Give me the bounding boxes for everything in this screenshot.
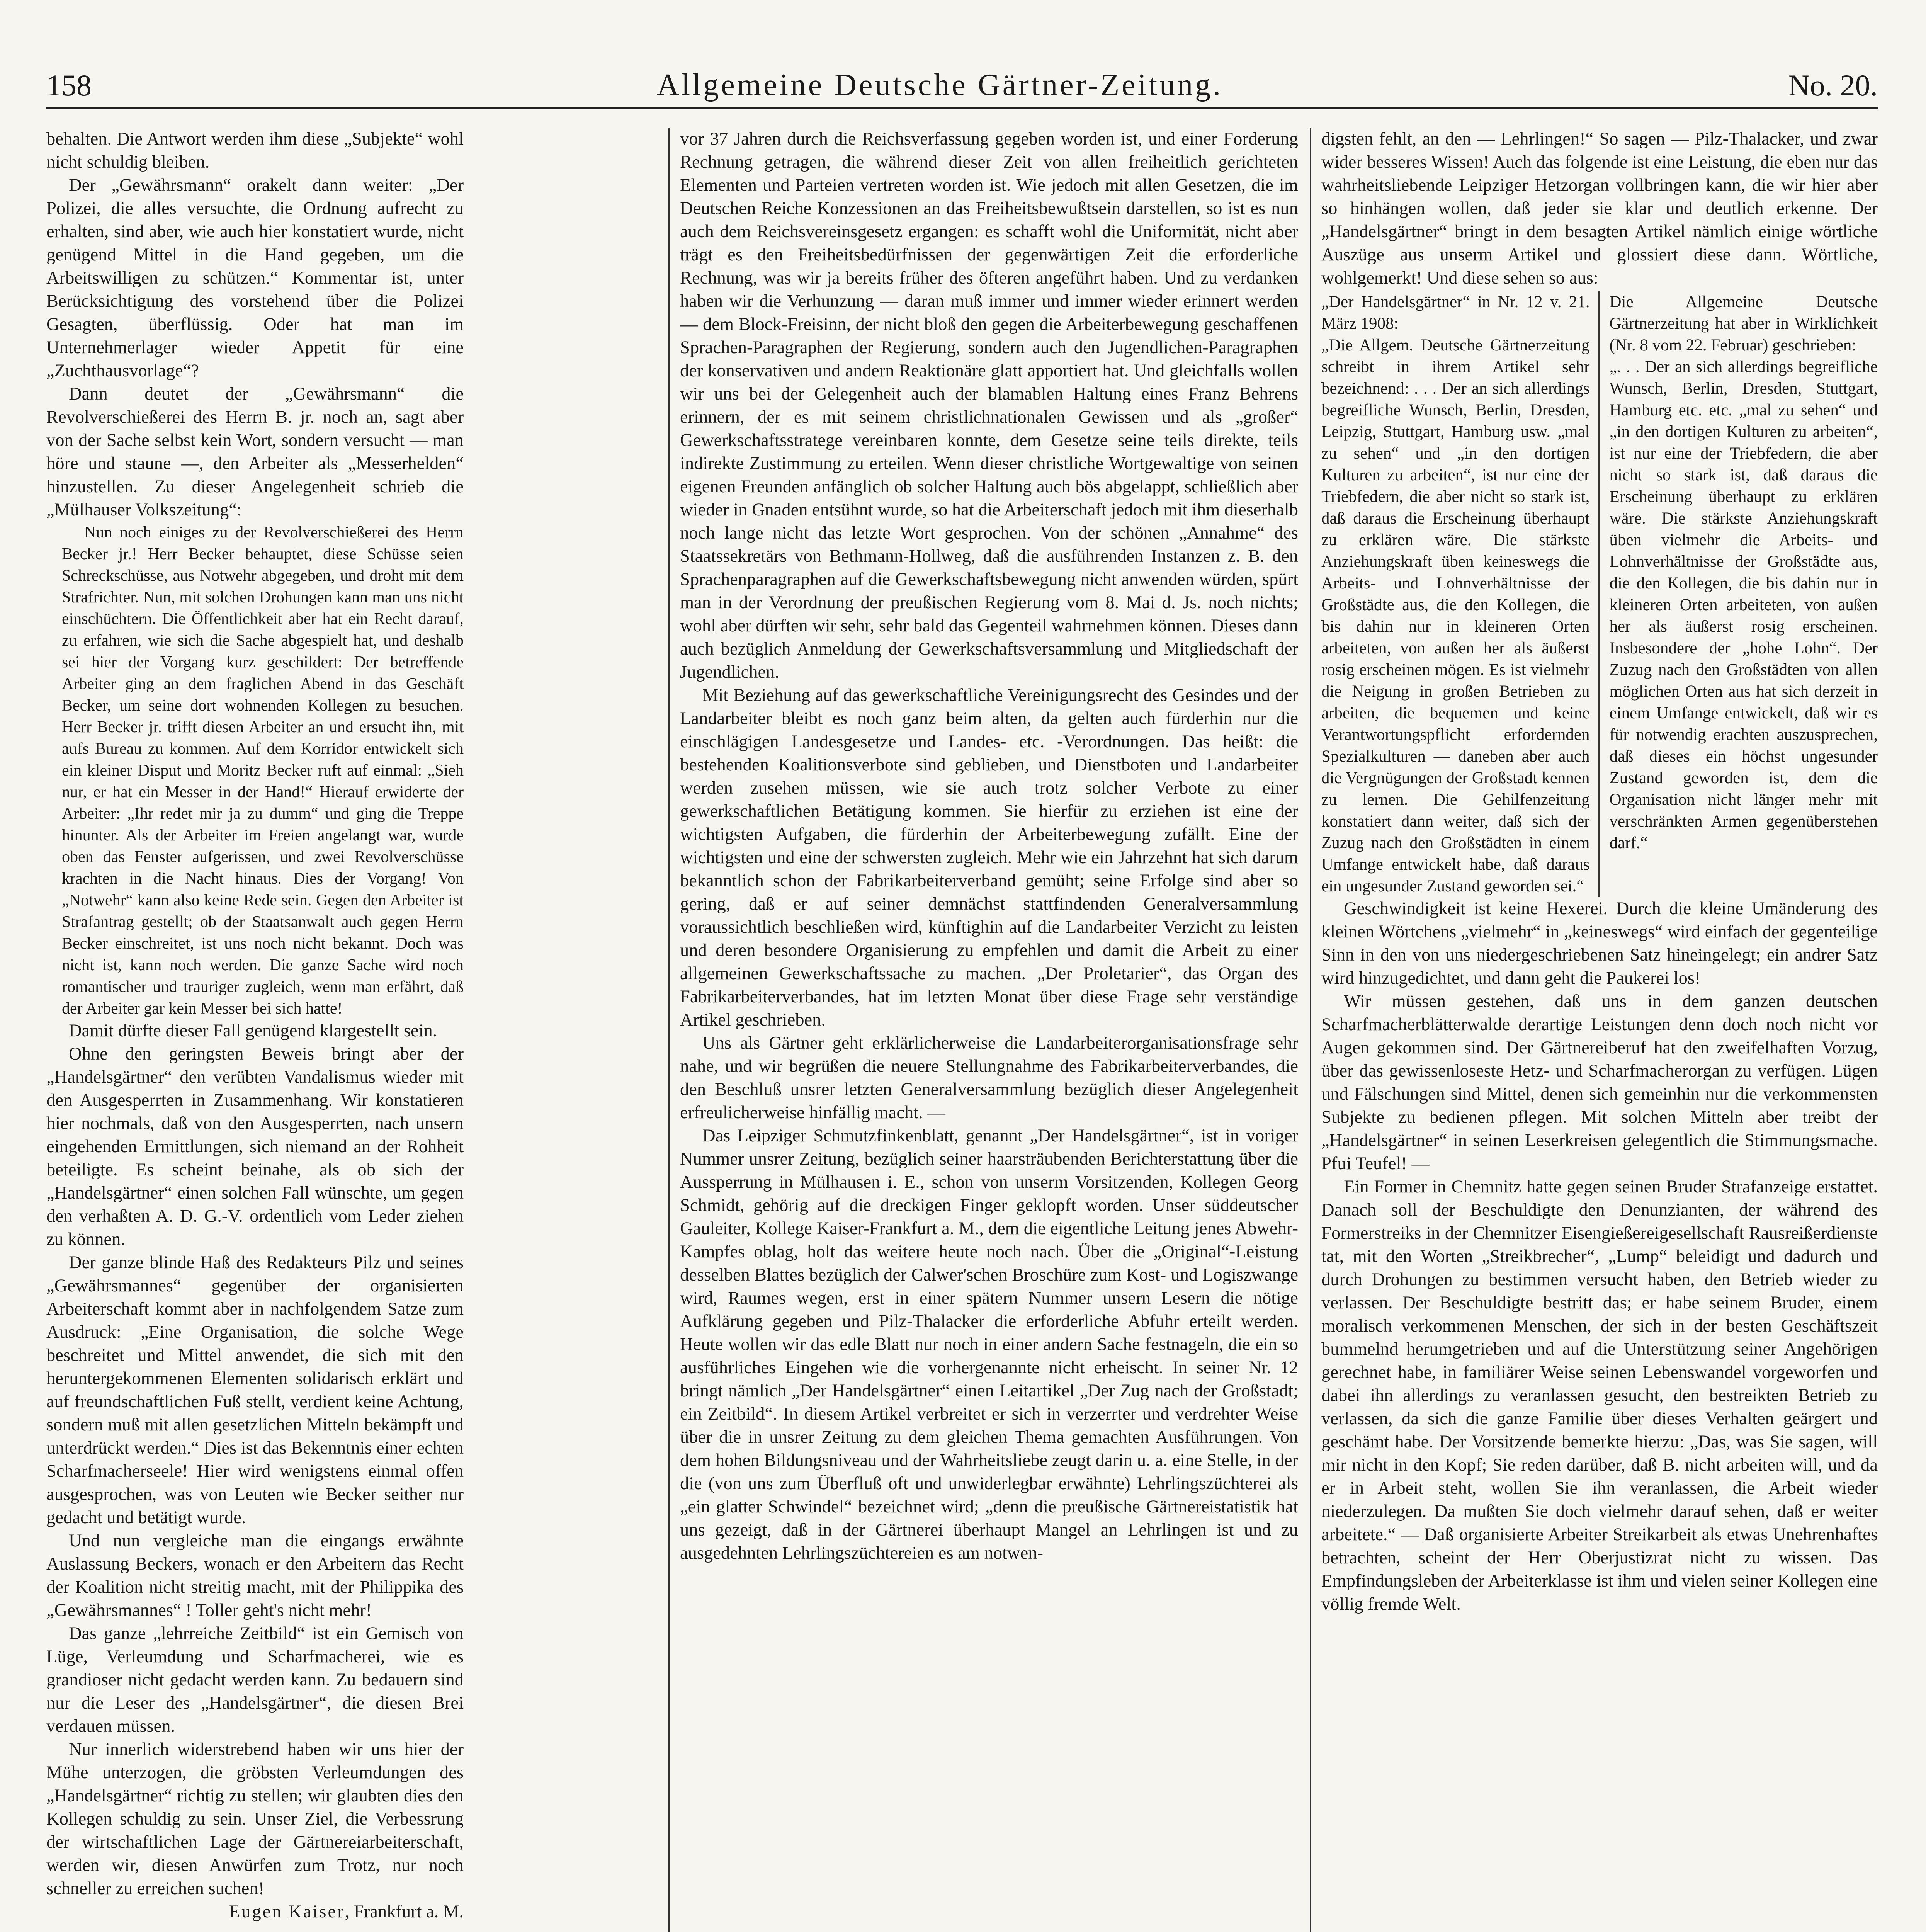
column-3: [1321, 128, 1878, 1932]
paragraph: Das ganze „lehrreiche Zeitbild“ ist ein Gemisch von Lüge, Verleumdung und Scharfmacherei, wie es grandioser nicht gedacht werden kann. Zu bedauern sind nur die Leser des „Handelsgärtner“, die diesen Brei verdauen müssen.: [46, 1624, 464, 1736]
paragraph: Uns als Gärtner geht erklärlicherweise die Landarbeiterorganisationsfrage sehr nahe, und wir begrüßen die neuere Stellungnahme des Fabrikarbeiterverbandes, die den Beschluß unsrer letzten Generalversammlung bezüglich dieser Angelegenheit erfreulicherweise hinfällig macht. —: [680, 1033, 1298, 1122]
paragraph: digsten fehlt, an den — Lehrlingen!“ So sagen — Pilz-Thalacker, und zwar wider besseres Wissen! Auch das folgende ist eine Leistung, die eben nur das wahrheitsliebende Leipziger Hetzorgan vollbringen kann, die wir hier aber so hinhängen wollen, daß jeder sie klar und deutlich erkenne. Der „Handelsgärtner“ bringt in dem besagten Artikel nämlich einige wörtliche Auszüge aus unserm Artikel und glossiert diese dann. Wörtliche, wohlgemerkt! Und diese sehen so aus:: [1321, 129, 1878, 288]
paragraph: Das Leipziger Schmutzfinkenblatt, genannt „Der Handelsgärtner“, ist in voriger Nummer unsrer Zeitung, bezüglich seiner haarsträubenden Berichterstattung über die Aussperrung in Mülhausen i. E., schon von unserm Vorsitzenden, Kollegen Georg Schmidt, gehörig auf die dreckigen Finger geklopft worden. Unser süddeutscher Gauleiter, Kollege Kaiser-Frankfurt a. M., dem die eigentliche Leitung jenes Abwehr-Kampfes oblag, holt das weitere heute noch nach. Über die „Original“-Leistung desselben Blattes bezüglich der Calwer'schen Broschüre zum Kost- und Logiszwange wird, Raumes wegen, erst in einer spätern Nummer unsern Lesern die nötige Aufklärung gegeben und Pilz-Thalacker die erforderliche Abfuhr erteilt werden. Heute wollen wir das edle Blatt nur noch in einer andern Sache festnageln, die ein so ausführliches Eingehen wie die vorhergenannte nicht erheischt. In seiner Nr. 12 bringt nämlich „Der Handelsgärtner“ einen Leitartikel „Der Zug nach der Großstadt; ein Zeitbild“. In diesem Artikel verbreitet er sich in verzerrter und verdrehter Weise über die in unsrer Zeitung zu dem gleichen Thema gemachten Ausführungen. Von dem hohen Bildungsniveau und der Wahrheitsliebe zeugt darin u. a. eine Stelle, in der die (von uns zum Überfluß oft und unwiderlegbar erwähnte) Lehrlingszüchterei als „ein glatter Schwindel“ bezeichnet wird; „denn die preußische Gärtnereistatistik hat uns gezeigt, daß in der Gärtnerei überhaupt Mangel an Lehrlingen ist und zu ausgedehnten Lehrlingszüchtereien es am notwen-: [680, 1126, 1298, 1563]
paragraph: Geschwindigkeit ist keine Hexerei. Durch die kleine Umänderung des kleinen Wörtchens „vielmehr“ in „keineswegs“ wird einfach der gegenteilige Sinn in den von uns niedergeschriebenen Satz hineingelegt; ein andrer Satz wird hinzugedichtet, und dann geht die Paukerei los!: [1321, 899, 1878, 988]
paragraph: Ein Former in Chemnitz hatte gegen seinen Bruder Strafanzeige erstattet. Danach soll der Beschuldigte den Denunzianten, der während des Formerstreiks in der Chemnitzer Eisengießereigesellschaft Rausreißerdienste tat, mit den Worten „Streikbrecher“, „Lump“ beleidigt und dadurch und durch Drohungen zu bestimmen versucht haben, den Betrieb wieder zu verlassen. Der Beschuldigte bestritt das; er habe seinem Bruder, einem moralisch verkommenen Menschen, der sich in der besten Geschäftszeit bummelnd herumgetrieben und auf die Unterstützung seiner Angehörigen gerechnet habe, in familiärer Weise seinen Lebenswandel vorgeworfen und dabei ihn allerdings zu veranlassen gesucht, den bestreikten Betrieb zu verlassen, da sich die ganze Familie über dieses Verhalten geärgert und geschämt habe. Der Vorsitzende bemerkte hierzu: „Das, was Sie sagen, will mir nicht in den Kopf; Sie reden darüber, daß B. nicht arbeiten will, und da er in Arbeit steht, wollen Sie ihn veranlassen, die Arbeit wieder niederzulegen. Da mußten Sie doch vielmehr darauf sehen, daß er weiter arbeitete.“ — Daß organisierte Arbeiter Streikarbeit als etwas Unehrenhaftes betrachten, scheint der Herr Oberjustizrat nicht zu wissen. Das Empfindungsleben der Arbeiterklasse ist ihm und vielen seiner Kollegen eine völlig fremde Welt.: [1321, 1177, 1878, 1614]
header-rule: [46, 107, 1878, 109]
paragraph: Nur innerlich widerstrebend haben wir uns hier der Mühe unterzogen, die gröbsten Verleumdungen des „Handelsgärtner“ richtig zu stellen; wir glaubten dies den Kollegen schuldig zu sein. Unser Ziel, die Verbessrung der wirtschaftlichen Lage der Gärtnereiarbeiterschaft, werden wir, diesen Anwürfen zum Trotz, nur noch schneller zu erreichen suchen!: [46, 1740, 464, 1898]
paragraph: vor 37 Jahren durch die Reichsverfassung gegeben worden ist, und einer Forderung Rechnung getragen, die während dieser Zeit von allen freiheitlich gerichteten Elementen und Parteien vertreten worden ist. Wie jedoch mit allen Gesetzen, die im Deutschen Reiche Konzessionen an das Freiheitsbewußtsein darstellen, so ist es nun auch dem Reichsvereinsgesetz ergangen: es schafft wohl die Uniformität, nicht aber trägt es den Freiheitsbedürfnissen der gegenwärtigen Zeit die erforderliche Rechnung, was wir ja bereits früher des öfteren angeführt haben. Und zu verdanken haben wir die Verhunzung — daran muß immer und immer wieder erinnert werden — dem Block-Freisinn, der nicht bloß den gegen die Arbeiterbewegung geschaffenen Sprachen-Paragraphen der Regierung, sondern auch den Jugendlichen-Paragraphen der konservativen und andern Reaktionäre glatt apportiert hat. Und gleichfalls wollen wir uns bei der Gelegenheit auch der blamablen Haltung eines Franz Behrens erinnern, der es mit seinem christlichnationalen Gewissen und als „großer“ Gewerkschaftsstratege vereinbaren konnte, dem Gesetze seine teils direkte, teils indirekte Zustimmung zu erteilen. Wenn dieser christliche Wortgewaltige von seinen eigenen Freunden anfänglich ob solcher Haltung auch bös abgelappt, schließlich aber wieder in Gnaden entsühnt wurde, so hat die Arbeiterschaft jedoch mit ihm dieserhalb noch lange nicht das letzte Wort gesprochen. Von der schönen „Annahme“ des Staatssekretärs von Bethmann-Hollweg, daß die ausführenden Instanzen z. B. den Sprachenparagraphen auf die Gewerkschaftsbewegung nicht anwenden würden, spürt man in der Verordnung der preußischen Regierung vom 8. Mai d. Js. noch nichts; wohl aber dürften wir sehr, sehr bald das Gegenteil wahrnehmen können. Dieses dann auch bezüglich Anmeldung der Gewerkschaftsversammlung und Mitgliedschaft der Jugendlichen.: [680, 129, 1298, 682]
comparison-right-text: „. . . Der an sich allerdings begreifliche Wunsch, Berlin, Dresden, Stuttgart, Hamburg etc. etc. „mal zu sehen“ und „in den dortigen Kulturen zu arbeiten“, ist nur eine der Triebfedern, die aber nicht so stark ist, daß daraus die Erscheinung überhaupt zu erklären wäre. Die stärkste Anziehungskraft üben vielmehr die Arbeits- und Lohnverhältnisse der Großstädte aus, die den Kollegen, die bis dahin nur in kleineren Orten arbeiteten, von außen her als äußerst rosig erscheinen. Insbesondere der „hohe Lohn“. Der Zuzug nach den Großstädten von allen möglichen Orten aus hat sich derzeit in einem Umfange entwickelt, daß wir es für notwendig erachten auszusprechen, daß dieses ein höchst ungesunder Zustand geworden ist, dem die Organisation nicht länger mehr mit verschränkten Armen gegenüberstehen darf.“: [1609, 358, 1878, 852]
paragraph: Und nun vergleiche man die eingangs erwähnte Auslassung Beckers, wonach er den Arbeitern das Recht der Koalition nicht streitig macht, mit der Philippika des „Gewährsmannes“ ! Toller geht's nicht mehr!: [46, 1531, 464, 1620]
comparison-left: [1321, 291, 1600, 897]
comparison-left-text: „Die Allgem. Deutsche Gärtnerzeitung schreibt in ihrem Artikel sehr bezeichnend: . . . Der an sich allerdings begreifliche Wunsch, Berlin, Dresden, Leipzig, Stuttgart, Hamburg usw. „mal zu sehen“ und „in den dortigen Kulturen zu arbeiten“, ist nur eine der Triebfedern, die aber nicht so stark ist, daß daraus die Erscheinung überhaupt zu erklären wäre. Die stärkste Anziehungskraft üben keineswegs die Arbeits- und Lohnverhältnisse der Großstädte aus, die den Kollegen, die bis dahin nur in kleineren Orten arbeiteten, von außen her als äußerst rosig erscheinen mögen. Es ist vielmehr die Neigung in großen Betrieben zu arbeiten, die bequemen und keine Verantwortungspflicht erfordernden Spezialkulturen — daneben aber auch die Vergnügungen der Großstadt kennen zu lernen. Die Gehilfenzeitung konstatiert dann weiter, daß sich der Zuzug nach den Großstädten in einem Umfange entwickelt habe, daß daraus ein ungesunder Zustand geworden sei.“: [1321, 336, 1590, 895]
comparison-left-heading: „Der Handelsgärtner“ in Nr. 12 v. 21. März 1908:: [1321, 293, 1590, 333]
paragraph: Der ganze blinde Haß des Redakteurs Pilz und seines „Gewährsmannes“ gegenüber der organisierten Arbeiterschaft kommt aber in nachfolgendem Satze zum Ausdruck: „Eine Organisation, die solche Wege beschreitet und Mittel anwendet, die sich mit den heruntergekommenen Elementen solidarisch erklärt und auf freundschaftlichen Fuß stellt, verdient keine Achtung, sondern muß mit allen gesetzlichen Mitteln bekämpft und unterdrückt werden.“ Dies ist das Bekenntnis einer echten Scharfmacherseele! Hier wird wenigstens einmal offen ausgesprochen, was von Leuten wie Becker seither nur gedacht und betätigt wurde.: [46, 1253, 464, 1527]
paragraph: Wir müssen gestehen, daß uns in dem ganzen deutschen Scharfmacherblätterwalde derartige Leistungen denn doch noch nicht vor Augen gekommen sind. Der Gärtnereiberuf hat den zweifelhaften Vorzug, über das gewissenloseste Hetz- und Scharfmacherorgan zu verfügen. Lügen und Fälschungen sind Mittel, denen sich gemeinhin nur die verkommensten Subjekte zu bedienen pflegen. Mit solchen Mitteln aber treibt der „Handelsgärtner“ in seinen Leserkreisen gelegentlich die Stimmungsmache. Pfui Teufel! —: [1321, 992, 1878, 1173]
issue-number: No. 20.: [1788, 68, 1878, 102]
paragraph: Ohne den geringsten Beweis bringt aber der „Handelsgärtner“ den verübten Vandalismus wieder mit den Ausgesperrten in Zusammenhang. Wir konstatieren hier nochmals, daß von den Ausgesperrten, nach unsern eingehenden Ermittlungen, sich niemand an der Rohheit beteiligte. Es scheint beinahe, als ob sich der „Handelsgärtner“ einen solchen Fall wünschte, um gegen den verhaßten A. D. G.-V. ordentlich vom Leder ziehen zu können.: [46, 1044, 464, 1249]
column-divider: [1310, 128, 1311, 1932]
comparison-right-heading: Die Allgemeine Deutsche Gärtnerzeitung hat aber in Wirklichkeit (Nr. 8 vom 22. Februar) geschrieben:: [1609, 293, 1878, 354]
column-divider: [668, 128, 670, 1932]
paragraph: Der „Gewährsmann“ orakelt dann weiter: „Der Polizei, die alles versuchte, die Ordnung aufrecht zu erhalten, sind aber, wie auch hier konstatiert wurde, nicht genügend Mittel in die Hand gegeben, um die Arbeitswilligen zu schützen.“ Kommentar ist, unter Berücksichtigung des vorstehend über die Polizei Gesagten, überflüssig. Oder hat man im Unternehmerlager wieder Appetit für eine „Zuchthausvorlage“?: [46, 175, 464, 381]
comparison-block: [1321, 291, 1878, 897]
page-number: 158: [46, 68, 92, 102]
paragraph: Mit Beziehung auf das gewerkschaftliche Vereinigungsrecht des Gesindes und der Landarbeiter bleibt es noch ganz beim alten, da gelten auch fürderhin nur die einschlägigen Landesgesetze und Landes- etc. -Verordnungen. Das heißt: die bestehenden Koalitionsverbote sind geblieben, und Dienstboten und Landarbeiter werden zusehen müssen, wie sie auch trotz solcher Verbote zu einer gewerkschaftlichen Betätigung kommen. Sie hierfür zu erziehen ist eine der wichtigsten Aufgaben, die fürderhin der Arbeiterbewegung zufällt. Eine der wichtigsten und eine der schwersten zugleich. Mehr wie ein Jahrzehnt hat sich darum bekanntlich schon der Fabrikarbeiterverband gemüht; seine Erfolge sind aber so gering, daß er auf seiner demnächst stattfindenden Generalversammlung voraussichtlich beschließen wird, künftighin auf die Landarbeiter Verzicht zu leisten und deren besondere Organisierung zu empfehlen und damit die Arbeit zu einer allgemeinen Gewerkschaftssache zu machen. „Der Proletarier“, das Organ des Fabrikarbeiterverbandes, hat im letzten Monat über diese Frage sehr verständige Artikel geschrieben.: [680, 685, 1298, 1030]
paragraph: Damit dürfte dieser Fall genügend klargestellt sein.: [69, 1021, 437, 1041]
masthead: Allgemeine Deutsche Gärtner-Zeitung.: [657, 68, 1223, 102]
column-1: [46, 128, 464, 1932]
comparison-right: [1600, 291, 1878, 897]
signature-name: Eugen Kaiser: [229, 1902, 345, 1922]
signature: [46, 1900, 464, 1923]
quoted-paragraph: Nun noch einiges zu der Revolverschießerei des Herrn Becker jr.! Herr Becker behauptet, diese Schüsse seien Schreckschüsse, aus Notwehr abgegeben, und droht mit dem Strafrichter. Nun, mit solchen Drohungen kann man uns nicht einschüchtern. Die Öffentlichkeit aber hat ein Recht darauf, zu erfahren, wie sich die Sache abgespielt hat, und deshalb sei hier der Vorgang kurz geschildert: Der betreffende Arbeiter ging an dem fraglichen Abend in das Geschäft Becker, um seine dort wohnenden Kollegen zu besuchen. Herr Becker jr. trifft diesen Arbeiter an und ersucht ihn, mit aufs Bureau zu kommen. Auf dem Korridor entwickelt sich ein kleiner Disput und Moritz Becker ruft auf einmal: „Sieh nur, er hat ein Messer in der Hand!“ Hierauf erwiderte der Arbeiter: „Ihr redet mir ja zu dumm“ und ging die Treppe hinunter. Als der Arbeiter im Freien angelangt war, wurde oben das Fenster aufgerissen, und zwei Revolverschüsse krachten in die Nacht hinaus. Dies der Vorgang! Von „Notwehr“ kann also keine Rede sein. Gegen den Arbeiter ist Strafantrag gestellt; ob der Staatsanwalt auch gegen Herrn Becker einschreitet, ist uns noch nicht bekannt. Doch was nicht ist, kann noch werden. Die ganze Sache wird noch romantischer und trauriger zugleich, wenn man erfährt, daß der Arbeiter gar kein Messer bei sich hatte!: [62, 524, 464, 1017]
paragraph: Dann deutet der „Gewährsmann“ die Revolverschießerei des Herrn B. jr. noch an, sagt aber von der Sache selbst kein Wort, sondern versucht — man höre und staune —, den Arbeiter als „Messerhelden“ hinzustellen. Zu dieser Angelegenheit schrieb die „Mülhauser Volkszeitung“:: [46, 384, 464, 520]
page-header: [46, 46, 1878, 100]
signature-place: , Frankfurt a. M.: [345, 1902, 464, 1922]
paragraph: behalten. Die Antwort werden ihm diese „Subjekte“ wohl nicht schuldig bleiben.: [46, 129, 464, 172]
column-2: [680, 128, 1298, 1932]
